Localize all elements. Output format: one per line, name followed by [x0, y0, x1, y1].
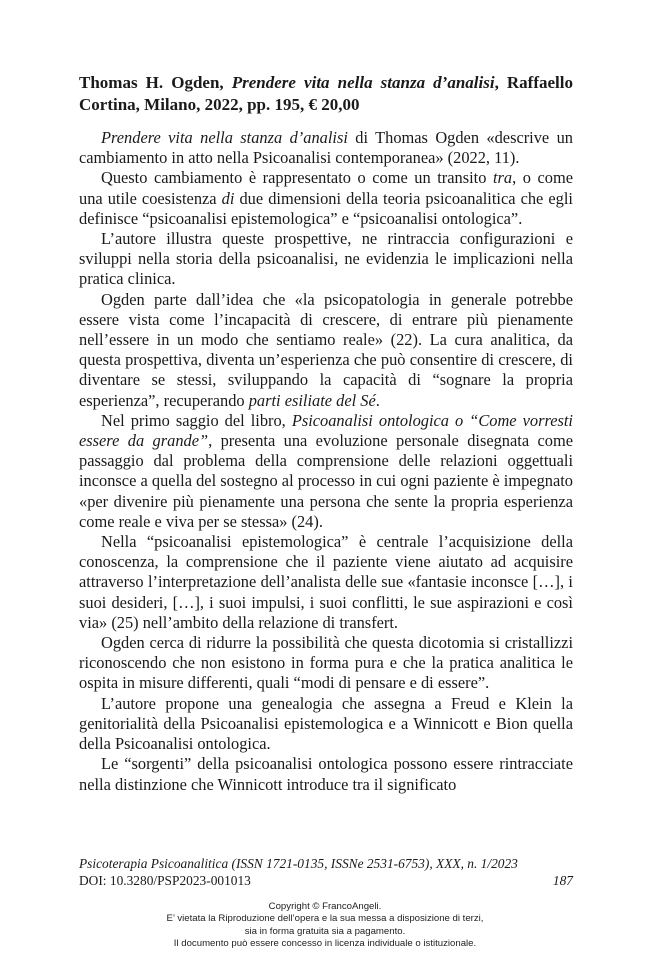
body-paragraph — [79, 229, 573, 290]
text-run: due dimensioni della teoria psicoanalitica che egli definisce “psicoanalisi epistemologica” e “psicoanalisi ontologica”. — [79, 188, 573, 228]
body-paragraph — [79, 694, 573, 755]
heading-publication-details: , Raffaello Cortina, Milano, 2022, pp. 195, € 20,00 — [79, 73, 573, 114]
text-run: Ogden cerca di ridurre la possibilità che questa dicotomia si cristallizzi riconoscendo che non esistono in forma pura e che la pratica analitica le ospita in misure differenti, quali “modi di pensare e di essere”. — [79, 633, 573, 693]
heading-book-title: Prendere vita nella stanza d’analisi — [231, 73, 495, 92]
text-run: . — [375, 390, 380, 410]
review-body — [79, 128, 573, 795]
text-run: , o come una utile coesistenza — [79, 168, 574, 208]
body-paragraph — [79, 290, 573, 411]
copyright-line: Il documento può essere concesso in licenza individuale o istituzionale. — [173, 938, 477, 950]
copyright-line: Copyright © FrancoAngeli. — [268, 901, 382, 912]
copyright-line: E’ vietata la Riproduzione dell’opera e la sua messa a disposizione di terzi, — [166, 913, 484, 925]
heading-author: Thomas H. Ogden, — [79, 73, 232, 92]
body-paragraph — [79, 633, 573, 694]
review-heading — [79, 72, 573, 116]
text-run: Nel primo saggio del libro, — [101, 410, 292, 430]
copyright-line: sia in forma gratuita sia a pagamento. — [244, 925, 406, 937]
italic-text-run: tra — [492, 168, 513, 188]
body-paragraph — [79, 754, 573, 794]
italic-text-run: parti esiliate del Sé — [248, 390, 376, 410]
body-paragraph — [79, 411, 573, 532]
text-run: Nella “psicoanalisi epistemologica” è centrale l’acquisizione della conoscenza, la comprensione che il paziente viene aiutato ad acquisire attraverso l’interpretazione dell’analista delle sue «fantasie inconsce […], i suoi desideri, […], i suoi impulsi, i suoi conflitti, le sue aspirazioni e così via» (25) nell’ambito della relazione di transfert. — [79, 532, 573, 632]
text-run: di Thomas Ogden «descrive un cambiamento in atto nella Psicoanalisi contemporanea» (2022, 11). — [79, 128, 573, 168]
body-paragraph — [79, 128, 573, 168]
footer-doi: DOI: 10.3280/PSP2023-001013 — [79, 873, 251, 888]
italic-text-run: Psicoanalisi ontologica o “Come vorresti essere da grande” — [79, 410, 573, 451]
page-number: 187 — [552, 873, 573, 888]
text-run: L’autore propone una genealogia che assegna a Freud e Klein la genitorialità della Psicoanalisi epistemologica e a Winnicott e Bion quella della Psicoanalisi ontologica. — [79, 693, 573, 754]
text-run: , presenta una evoluzione personale disegnata come passaggio dal problema della comprensione delle relazioni oggettuali inconsce a quella del sostegno al processo in cui ogni paziente è impegnato «per divenire più pienamente una persona che sente la propria esperienza come reale e viva per se stessa» (24). — [79, 431, 573, 531]
body-paragraph — [79, 532, 573, 633]
footer-journal-citation: Psicoterapia Psicoanalitica (ISSN 1721-0135, ISSNe 2531-6753), XXX, n. 1/2023 — [79, 856, 518, 871]
italic-text-run: di — [221, 188, 235, 208]
copyright-notice — [0, 901, 650, 951]
text-run: Le “sorgenti” della psicoanalisi ontologica possono essere rintracciate nella distinzione che Winnicott introduce tra il significato — [79, 754, 573, 794]
text-run: Ogden parte dall’idea che «la psicopatologia in generale potrebbe essere vista come l’incapacità di crescere, di entrare più pienamente nell’essere in un modo che sentiamo reale» (22). La cura analitica, da questa prospettiva, diventa un’esperienza che può consentire di crescere, di diventare se stessi, sviluppando la capacità di “sognare la propria esperienza”, recuperando — [79, 289, 573, 410]
text-run: Questo cambiamento è rappresentato o come un transito — [101, 168, 493, 188]
italic-text-run: Prendere vita nella stanza d’analisi — [101, 128, 348, 147]
text-run: L’autore illustra queste prospettive, ne rintraccia configurazioni e sviluppi nella storia della psicoanalisi, ne evidenzia le implicazioni nella pratica clinica. — [79, 229, 573, 289]
body-paragraph — [79, 168, 573, 229]
